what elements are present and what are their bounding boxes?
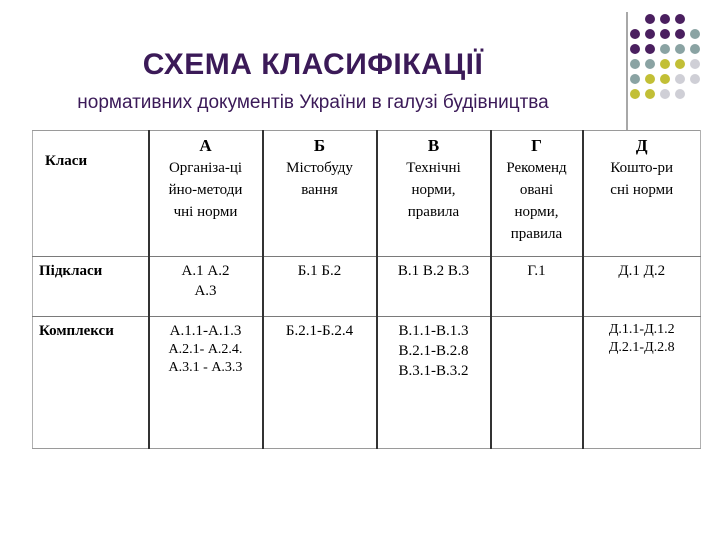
table-row-subclasses — [33, 257, 701, 317]
class-desc-line: правила — [510, 226, 563, 242]
dot-icon — [675, 44, 685, 54]
class-desc-line: Кошто-ри — [610, 160, 674, 176]
dot-icon — [630, 89, 640, 99]
class-letter: В — [427, 136, 440, 155]
class-desc-line: вання — [301, 182, 338, 198]
complex-line: В.1.1-В.1.3 — [398, 323, 469, 339]
subclass-cell-v — [377, 257, 491, 317]
subclass-line: Б.1 Б.2 — [297, 263, 342, 279]
dot-icon — [675, 59, 685, 69]
dot-icon — [630, 29, 640, 39]
complex-cell-a — [149, 317, 263, 449]
class-cell-b — [263, 131, 377, 257]
class-desc-line: сні норми — [610, 182, 674, 198]
complex-line: Д.1.1-Д.1.2 — [608, 322, 675, 337]
subclass-line: А.3 — [194, 283, 217, 299]
complex-cell-d — [583, 317, 701, 449]
class-desc-line: норми, — [411, 182, 456, 198]
class-cell-v — [377, 131, 491, 257]
dot-icon — [660, 29, 670, 39]
class-letter: Б — [313, 136, 326, 155]
subclass-cell-g — [491, 257, 583, 317]
dot-icon — [675, 74, 685, 84]
dot-icon — [675, 14, 685, 24]
dot-icon — [660, 14, 670, 24]
dot-icon — [675, 29, 685, 39]
dot-icon — [645, 59, 655, 69]
subclass-cell-a — [149, 257, 263, 317]
class-desc-line: Технічні — [406, 160, 461, 176]
slide-title: СХЕМА КЛАСИФІКАЦІЇ — [142, 48, 484, 81]
dot-icon — [660, 74, 670, 84]
dot-icon — [690, 29, 700, 39]
subclass-line: А.1 А.2 — [181, 263, 230, 279]
dot-icon — [660, 89, 670, 99]
dot-icon — [660, 44, 670, 54]
classification-table — [32, 130, 701, 449]
dot-icon — [630, 59, 640, 69]
complex-cell-v — [377, 317, 491, 449]
subclass-line: В.1 В.2 В.3 — [397, 263, 470, 279]
dot-icon — [690, 74, 700, 84]
dot-icon — [645, 74, 655, 84]
slide-subtitle: нормативних документів України в галузі будівництва — [77, 92, 549, 113]
complex-line: Б.2.1-Б.2.4 — [285, 323, 354, 339]
complex-line: Д.2.1-Д.2.8 — [608, 340, 675, 355]
dot-icon — [645, 14, 655, 24]
dot-icon — [690, 59, 700, 69]
complex-line: В.3.1-В.3.2 — [398, 363, 469, 379]
dot-icon — [630, 44, 640, 54]
class-desc-line: йно-методи — [168, 182, 243, 198]
class-letter: Г — [531, 136, 542, 155]
subclass-cell-d — [583, 257, 701, 317]
dot-icon — [645, 89, 655, 99]
decorative-divider — [626, 12, 628, 130]
decorative-dot-grid — [637, 12, 717, 112]
class-cell-d — [583, 131, 701, 257]
class-letter: Д — [635, 136, 648, 155]
dot-icon — [660, 59, 670, 69]
complex-line: А.2.1- А.2.4. — [168, 342, 243, 357]
class-letter: А — [199, 136, 212, 155]
class-desc-line: Містобуду — [286, 160, 353, 176]
subclass-line: Г.1 — [527, 263, 546, 279]
complex-cell-b — [263, 317, 377, 449]
dot-icon — [645, 29, 655, 39]
class-cell-g — [491, 131, 583, 257]
class-desc-line: Рекоменд — [506, 160, 567, 176]
row-label-complexes: Комплекси — [33, 317, 149, 449]
class-desc-line: правила — [407, 204, 460, 220]
subclass-line: Д.1 Д.2 — [618, 263, 666, 279]
class-desc-line: норми, — [514, 204, 559, 220]
class-cell-a — [149, 131, 263, 257]
dot-icon — [675, 89, 685, 99]
class-desc-line: овані — [519, 182, 554, 198]
class-desc-line: Організа-ці — [168, 160, 243, 176]
complex-line: В.2.1-В.2.8 — [398, 343, 469, 359]
subclass-cell-b — [263, 257, 377, 317]
class-desc-line: чні норми — [173, 204, 238, 220]
dot-icon — [690, 44, 700, 54]
complex-line: А.3.1 - А.3.3 — [168, 360, 243, 375]
row-label-classes: Класи — [33, 131, 149, 257]
table-row-complexes — [33, 317, 701, 449]
complex-cell-g — [491, 317, 583, 449]
complex-line: А.1.1-А.1.3 — [169, 323, 242, 339]
row-label-subclasses: Підкласи — [33, 257, 149, 317]
dot-icon — [645, 44, 655, 54]
table-row-classes — [33, 131, 701, 257]
dot-icon — [630, 74, 640, 84]
